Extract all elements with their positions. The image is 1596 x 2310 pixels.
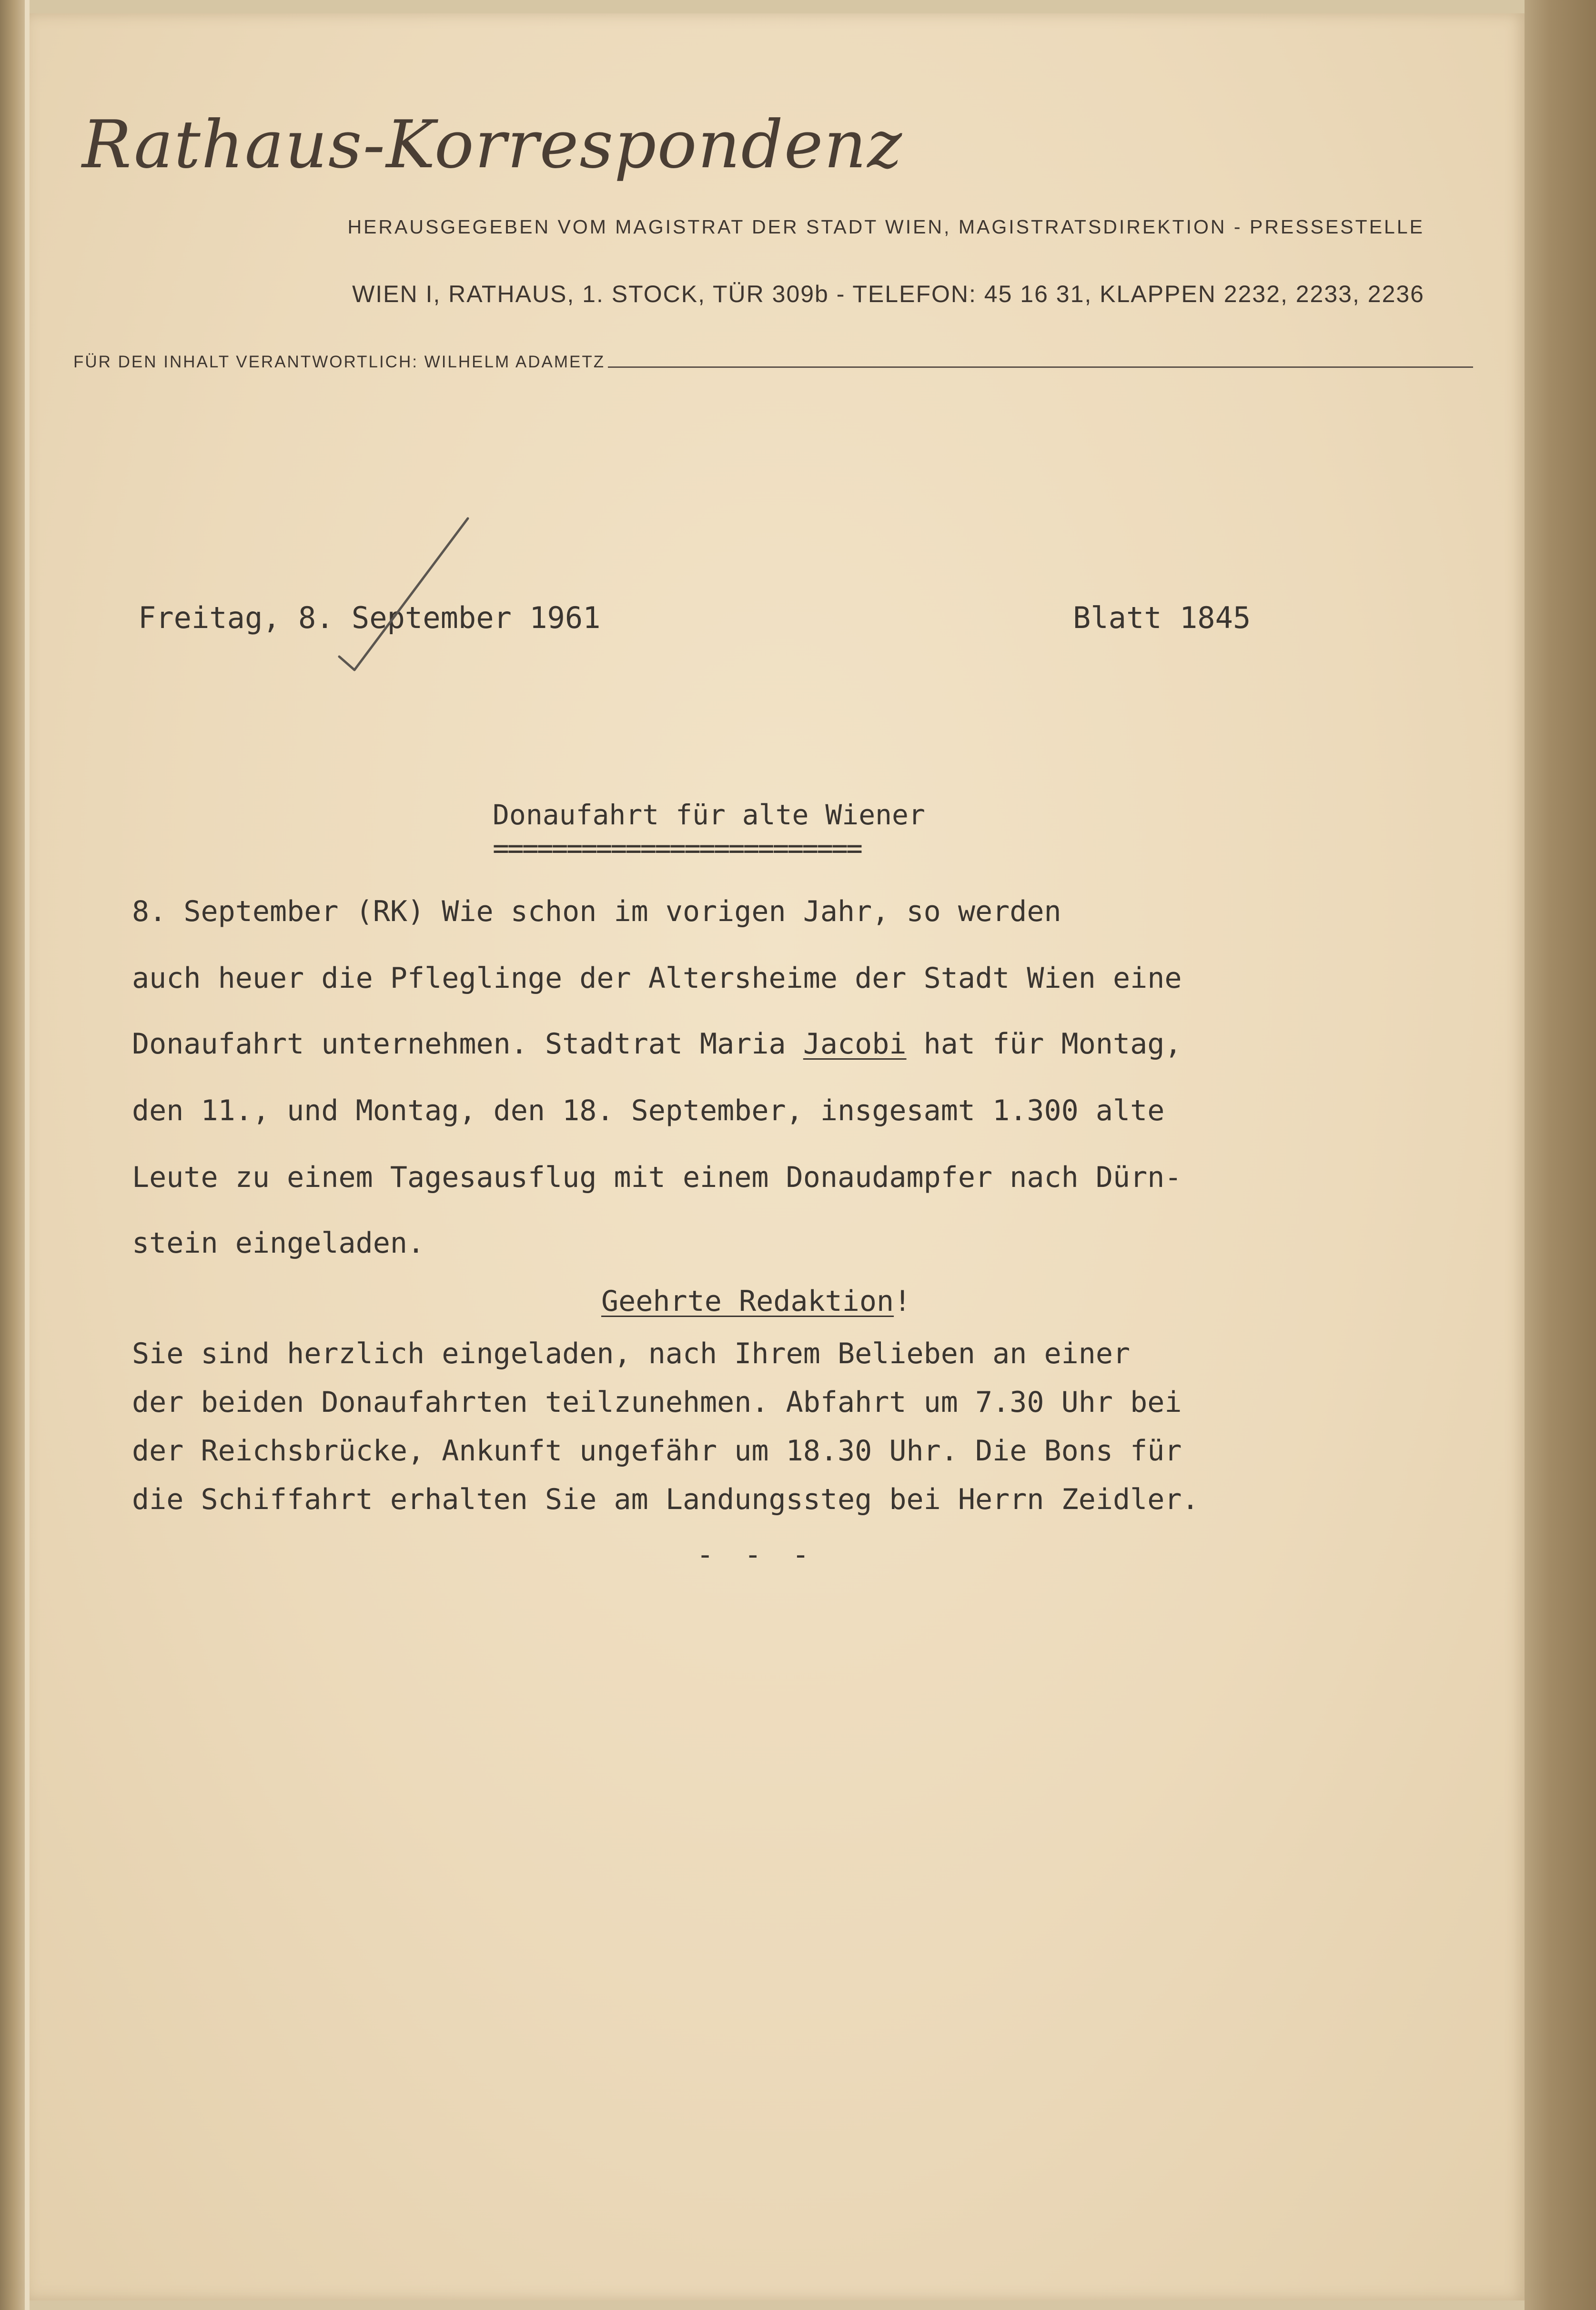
body-line: stein eingeladen. bbox=[132, 1226, 425, 1260]
article-headline: Donaufahrt für alte Wiener bbox=[493, 799, 925, 831]
body-line: 8. September (RK) Wie schon im vorigen Jahr, so werden bbox=[132, 895, 1061, 928]
notice-line: Sie sind herzlich eingeladen, nach Ihrem Belieben an einer bbox=[132, 1337, 1131, 1370]
masthead-rule bbox=[608, 366, 1473, 368]
underlined-name: Jacobi bbox=[803, 1027, 907, 1061]
date-suffix: September 1961 bbox=[333, 600, 601, 635]
publisher-line: HERAUSGEGEBEN VOM MAGISTRAT DER STADT WIEN, MAGISTRATSDIREKTION - PRESSESTELLE bbox=[347, 216, 1424, 238]
body-line: den 11., und Montag, den 18. September, insgesamt 1.300 alte bbox=[132, 1094, 1165, 1127]
body-line: Leute zu einem Tagesausflug mit einem Donaudampfer nach Dürn- bbox=[132, 1161, 1182, 1194]
pencil-check-mark bbox=[315, 509, 477, 680]
binder-spine bbox=[0, 0, 25, 2310]
notice-heading bbox=[601, 1285, 911, 1318]
sheet-number: Blatt 1845 bbox=[1073, 600, 1251, 635]
headline-double-rule: ========================= bbox=[493, 832, 861, 864]
masthead-title: Rathaus-Korrespondenz bbox=[82, 106, 903, 183]
spine-edge bbox=[25, 0, 30, 2310]
notice-line: der beiden Donaufahrten teilzunehmen. Abfahrt um 7.30 Uhr bei bbox=[132, 1386, 1182, 1419]
notice-heading-punct: ! bbox=[894, 1285, 911, 1318]
notice-line: die Schiffahrt erhalten Sie am Landungssteg bei Herrn Zeidler. bbox=[132, 1483, 1199, 1516]
notice-line: der Reichsbrücke, Ankunft ungefähr um 18.30 Uhr. Die Bons für bbox=[132, 1434, 1182, 1468]
body-line bbox=[132, 1027, 1182, 1061]
document-page bbox=[30, 13, 1525, 2300]
date-prefix: Freitag, 8. bbox=[138, 600, 334, 635]
address-line: WIEN I, RATHAUS, 1. STOCK, TÜR 309b - TELEFON: 45 16 31, KLAPPEN 2232, 2233, 2236 bbox=[352, 281, 1424, 307]
body-line-prefix: Donaufahrt unternehmen. Stadtrat Maria bbox=[132, 1027, 803, 1061]
end-mark: - - - bbox=[697, 1538, 816, 1571]
responsible-row bbox=[73, 353, 1473, 372]
body-line: auch heuer die Pfleglinge der Altersheime der Stadt Wien eine bbox=[132, 962, 1182, 995]
body-line-suffix: hat für Montag, bbox=[906, 1027, 1182, 1061]
responsible-label: FÜR DEN INHALT VERANTWORTLICH: WILHELM ADAMETZ bbox=[73, 353, 606, 371]
notice-heading-text: Geehrte Redaktion bbox=[601, 1285, 894, 1318]
book-edge bbox=[1525, 0, 1596, 2310]
